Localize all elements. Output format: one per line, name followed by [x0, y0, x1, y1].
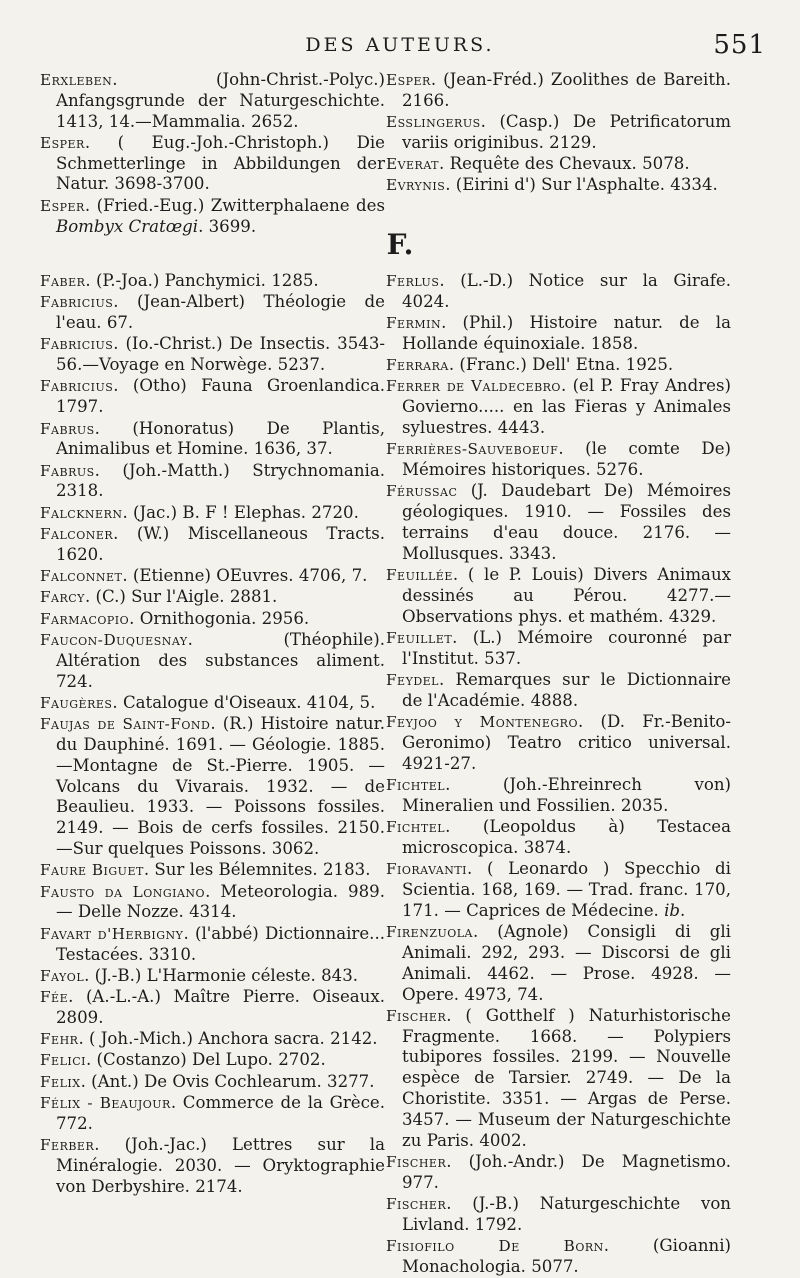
entry-text: . (Casp.) De Petrificatorum variis originibus. 2129. — [402, 112, 731, 152]
entry-text: . (Gioanni) Monachologia. 5077. — [402, 1236, 732, 1276]
entry-text: . Catalogue d'Oiseaux. 4104, 5. — [112, 692, 376, 712]
entry-author: Fischer — [386, 1006, 447, 1025]
entry-author: Ferrières-Sauveboeuf — [386, 440, 559, 459]
entry-author: Firenzuola — [386, 923, 474, 942]
entry-text: . ( Gotthelf ) Naturhistorische Fragmente. 1668. — Polypiers tubipores fossiles. 2199. — Nouvelle espèce de Tarsier. 2749. — De la Choristite. 3351. — Argas de Perse. 3457. — Museum der Naturgeschichte zu Paris. 4002. — [402, 1005, 731, 1150]
page-number: 551 — [713, 30, 766, 60]
index-entry — [386, 1236, 731, 1278]
entry-text: . (l'abbé) Dictionnaire... Testacées. 3310. — [56, 923, 385, 964]
entry-author: Esper — [386, 71, 431, 89]
index-entry — [386, 817, 731, 859]
entry-text: . (el P. Fray Andres) Govierno..... en las Fieras y Animales syluestres. 4443. — [402, 376, 731, 438]
index-entry — [40, 503, 385, 524]
entry-author: Fabricius — [40, 335, 114, 354]
entry-text: . Meteorologia. 989. — Delle Nozze. 4314. — [56, 881, 385, 922]
entry-author: Fermin — [386, 314, 442, 333]
entry-author: Fioravanti — [386, 860, 468, 879]
entry-text: . Remarques sur le Dictionnaire de l'Académie. 4888. — [402, 670, 731, 710]
entry-author: Ferber — [40, 1136, 95, 1155]
running-title: DES AUTEURS. — [305, 34, 495, 56]
entry-author: Favart d'Herbigny — [40, 924, 184, 943]
entry-text: . (Honoratus) De Plantis, Animalibus et Homine. 1636, 37. — [56, 418, 385, 459]
entry-text: . Sur les Bélemnites. 2183. — [143, 860, 371, 880]
entry-author: Fichtel — [386, 776, 446, 795]
entry-author: Faujas de Saint-Fond — [40, 715, 211, 734]
entry-author: Fabricius — [40, 293, 114, 312]
entry-author: Félix - Beaujour — [40, 1094, 171, 1113]
entry-text: (J. Daudebart De) Mémoires géologiques. 1910. — Fossiles des terrains d'eau douce. 2176. — Mollusques. 3343. — [402, 481, 731, 563]
index-entry — [40, 461, 385, 503]
entry-text: . (J.-B.) Naturgeschichte von Livland. 1792. — [402, 1194, 731, 1234]
entry-author: Faugères — [40, 693, 113, 712]
index-entry — [40, 630, 385, 692]
index-entry — [40, 966, 385, 987]
entry-text: . (Leopoldus à) Testacea microscopica. 3874. — [402, 817, 731, 858]
index-entry — [386, 481, 731, 564]
index-entry — [40, 1029, 385, 1050]
index-entry — [386, 628, 731, 670]
entry-text: . (Etienne) OEuvres. 4706, 7. — [122, 566, 368, 586]
entry-author: Farmacopio — [40, 609, 130, 628]
entry-author: Fischer — [386, 1195, 447, 1214]
entry-text: . (Agnole) Consigli di gli Animali. 292, 293. — Discorsi de gli Animali. 4462. — Prose. 4928. — Opere. 4973, 74. — [402, 922, 731, 1004]
index-entry — [386, 355, 731, 376]
entry-text: . (Joh.-Andr.) De Magnetismo. 977. — [402, 1151, 731, 1192]
index-entry — [40, 524, 385, 566]
entry-author: Ferrara — [386, 356, 449, 375]
entry-author: Fischer — [386, 1152, 447, 1171]
index-entry — [40, 271, 385, 292]
entry-author: Feyjoo y Montenegro — [386, 713, 578, 732]
entry-text: . ( Eug.-Joh.-Christoph.) Die Schmetterlinge in Abbildungen der Natur. 3698-3700. — [56, 132, 385, 194]
index-entry — [40, 609, 385, 630]
entry-text: . (le comte De) Mémoires historiques. 5276. — [402, 439, 731, 480]
entry-text: . Commerce de la Grèce. 772. — [56, 1093, 385, 1133]
entry-text: . ( le P. Louis) Divers Animaux dessinés au Pérou. 4277.—Observations phys. et mathém. 4329. — [402, 565, 731, 626]
entry-author: Fabrus — [40, 461, 95, 480]
index-entry — [40, 419, 385, 461]
entry-author: Esper — [40, 133, 85, 152]
index-entry — [386, 439, 731, 481]
index-entry — [40, 1050, 385, 1071]
entry-author: Falconnet — [40, 567, 123, 586]
entry-text: . (C.) Sur l'Aigle. 2881. — [84, 587, 278, 607]
entry-text: . (Ant.) De Ovis Cochlearum. 3277. — [80, 1071, 375, 1091]
entry-text: . (Joh.-Matth.) Strychnomania. 2318. — [56, 460, 385, 501]
entry-author: Feydel — [386, 671, 439, 690]
top-left-column — [40, 70, 385, 238]
entry-text: . (Jean-Albert) Théologie de l'eau. 67. — [56, 292, 385, 333]
index-entry — [386, 175, 731, 196]
entry-author: Erxleben — [40, 71, 113, 89]
entry-text: . (D. Fr.-Benito-Geronimo) Teatro critico universal. 4921-27. — [402, 712, 731, 773]
entry-text: . (Phil.) Histoire natur. de la Hollande équinoxiale. 1858. — [402, 313, 731, 353]
entry-author: Everat — [386, 155, 440, 174]
entry-text: . (Costanzo) Del Lupo. 2702. — [85, 1050, 326, 1070]
entry-text-tail: . — [680, 900, 686, 920]
entry-text: . (L.-D.) Notice sur la Girafe. 4024. — [402, 271, 731, 311]
entry-author: Evrynis — [386, 176, 446, 195]
entry-author: Fabricius — [40, 377, 114, 396]
entry-author: Fausto da Longiano — [40, 882, 206, 901]
entry-text-tail: . 3699. — [198, 216, 257, 236]
index-entry — [40, 1135, 385, 1197]
index-entry — [386, 313, 731, 355]
entry-author: Fehr — [40, 1030, 79, 1049]
index-entry — [40, 133, 385, 195]
entry-author: Faber — [40, 272, 86, 290]
index-entry — [386, 775, 731, 817]
index-entry — [40, 693, 385, 714]
index-entry — [40, 292, 385, 334]
index-entry — [386, 1006, 731, 1152]
entry-author: Fée — [40, 988, 69, 1007]
index-entry — [40, 70, 385, 132]
index-entry — [386, 922, 731, 1005]
top-right-column — [386, 70, 731, 197]
index-entry — [386, 859, 731, 921]
entry-author: Férussac — [386, 482, 458, 501]
running-header — [0, 30, 800, 66]
index-entry — [386, 712, 731, 774]
entry-author: Faucon-Duquesnay — [40, 631, 188, 650]
index-entry — [386, 112, 731, 154]
index-entry — [40, 714, 385, 860]
entry-author: Faure Biguet — [40, 861, 144, 880]
entry-italic-title: Bombyx Cratœgi — [56, 216, 199, 236]
entry-text: . (Eirini d') Sur l'Asphalte. 4334. — [445, 175, 718, 195]
entry-text: . (Fried.-Eug.) Zwitterphalaene des — [84, 195, 385, 215]
entry-author: Felix — [40, 1072, 81, 1091]
entry-author: Ferlus — [386, 272, 440, 290]
entry-author: Fichtel — [386, 818, 446, 837]
entry-text: . ( Leonardo ) Specchio di Scientia. 168, 169. — Trad. franc. 170, 171. — Caprices de Médecine. — [402, 859, 731, 920]
index-entry — [386, 376, 731, 438]
entry-author: Fabrus — [40, 419, 95, 438]
right-column — [386, 271, 731, 1278]
entry-text: . Requête des Chevaux. 5078. — [439, 154, 690, 174]
index-entry — [386, 565, 731, 627]
index-entry — [386, 670, 731, 712]
entry-text: . (Jac.) B. F ! Elephas. 2720. — [122, 502, 359, 522]
index-entry — [386, 70, 731, 112]
index-entry — [40, 924, 385, 966]
entry-italic-title: ib — [664, 900, 681, 920]
entry-author: Ferrer de Valdecebro — [386, 377, 561, 396]
left-column — [40, 271, 385, 1198]
entry-text: . Ornithogonia. 2956. — [129, 608, 310, 628]
entry-text: . (P.-Joa.) Panchymici. 1285. — [85, 271, 319, 290]
entry-text: . (W.) Miscellaneous Tracts. 1620. — [56, 524, 385, 564]
index-entry — [40, 1072, 385, 1093]
index-entry — [40, 882, 385, 924]
index-entry — [40, 587, 385, 608]
index-entry — [40, 860, 385, 881]
index-entry — [386, 1152, 731, 1194]
entry-text: . (R.) Histoire natur. du Dauphiné. 1691. — Géologie. 1885.—Montagne de St.-Pierre. 1905. — Volcans du Vivarais. 1932. — de Beaulieu. 1933. — Poissons fossiles. 2149. — Bois de cerfs fossiles. 2150. —Sur quelques Poissons. 3062. — [56, 714, 385, 859]
entry-text: . (Théophile). Altération des substances aliment. 724. — [56, 630, 385, 691]
index-entry — [40, 1093, 385, 1135]
entry-author: Fisiofilo De Born — [386, 1237, 604, 1256]
entry-author: Esslingerus — [386, 113, 481, 132]
entry-author: Esper — [40, 196, 85, 215]
entry-text: . (J.-B.) L'Harmonie céleste. 843. — [84, 965, 359, 985]
index-entry — [386, 154, 731, 175]
entry-text: . (Jean-Fréd.) Zoolithes de Bareith. 2166. — [402, 70, 731, 110]
entry-text: . (Joh.-Ehreinrech von) Mineralien und Fossilien. 2035. — [402, 775, 731, 815]
entry-text: . (L.) Mémoire couronné par l'Institut. 537. — [402, 628, 731, 668]
entry-author: Farcy — [40, 588, 85, 607]
index-entry — [40, 334, 385, 376]
entry-author: Feuillet — [386, 629, 453, 648]
index-entry — [40, 376, 385, 418]
entry-text: . (Otho) Fauna Groenlandica. 1797. — [56, 376, 385, 417]
entry-author: Feuillée — [386, 566, 453, 585]
entry-text: . (John-Christ.-Polyc.) Anfangsgrunde der Naturgeschichte. 1413, 14.—Mammalia. 2652. — [56, 70, 385, 131]
index-entry — [40, 987, 385, 1029]
entry-text: . (Io.-Christ.) De Insectis. 3543-56.—Voyage en Norwège. 5237. — [56, 334, 385, 375]
section-letter: F. — [386, 228, 414, 261]
entry-text: . ( Joh.-Mich.) Anchora sacra. 2142. — [78, 1029, 378, 1049]
entry-text: . (Franc.) Dell' Etna. 1925. — [448, 355, 674, 375]
index-entry — [40, 566, 385, 587]
entry-author: Falcknern — [40, 503, 123, 522]
entry-author: Fayol — [40, 966, 85, 985]
entry-author: Felici — [40, 1051, 86, 1070]
entry-author: Falconer — [40, 525, 114, 544]
index-entry — [386, 271, 731, 313]
index-entry — [386, 1194, 731, 1236]
entry-text: . (Joh.-Jac.) Lettres sur la Minéralogie. 2030. — Oryktographie von Derbyshire. 2174. — [56, 1135, 385, 1196]
entry-text: . (A.-L.-A.) Maître Pierre. Oiseaux. 2809. — [56, 987, 385, 1027]
